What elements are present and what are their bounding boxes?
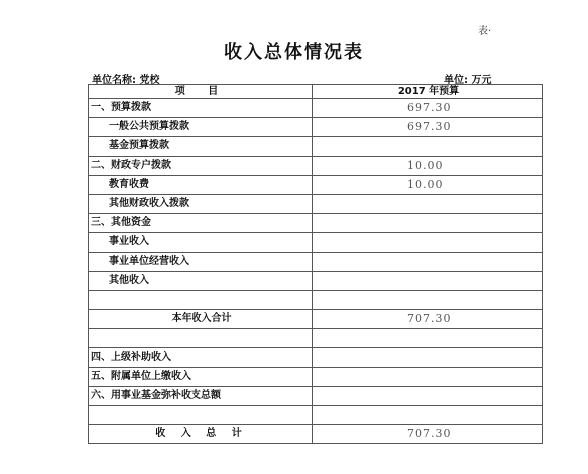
row-label: 其他财政收入拨款	[89, 194, 313, 213]
table-row	[89, 290, 543, 309]
table-row	[89, 329, 543, 348]
table-row	[89, 233, 543, 252]
table-row	[89, 99, 543, 118]
row-label: 一般公共预算拨款	[89, 118, 313, 137]
row-value	[313, 194, 543, 213]
row-label	[89, 329, 313, 348]
row-label: 一、预算拨款	[89, 99, 313, 118]
table-header-row	[89, 85, 543, 99]
row-label: 事业单位经营收入	[89, 252, 313, 271]
table-row	[89, 118, 543, 137]
row-value	[313, 233, 543, 252]
currency-unit-label: 单位: 万元	[444, 75, 492, 86]
page-title: 收入总体情况表	[224, 42, 364, 63]
table-row	[89, 406, 543, 425]
row-label: 其他收入	[89, 271, 313, 290]
row-value	[313, 329, 543, 348]
header-year-budget: 2017 年预算	[313, 85, 543, 99]
row-label: 四、上级补助收入	[89, 348, 313, 367]
table-row	[89, 194, 543, 213]
unit-name-label: 单位名称: 党校	[92, 75, 160, 86]
income-summary-table	[88, 84, 543, 444]
row-value: 707.30	[313, 425, 543, 444]
row-value: 697.30	[313, 99, 543, 118]
row-value	[313, 214, 543, 233]
row-value	[313, 290, 543, 309]
row-label: 三、其他资金	[89, 214, 313, 233]
corner-note: 表·	[478, 26, 492, 37]
row-value	[313, 367, 543, 386]
table-row	[89, 214, 543, 233]
table-row	[89, 271, 543, 290]
table-row	[89, 252, 543, 271]
table-row	[89, 386, 543, 405]
row-label: 六、用事业基金弥补收支总额	[89, 386, 313, 405]
table-row	[89, 348, 543, 367]
row-value: 10.00	[313, 156, 543, 175]
row-value: 697.30	[313, 118, 543, 137]
row-value	[313, 271, 543, 290]
row-value	[313, 252, 543, 271]
row-label: 基金预算拨款	[89, 137, 313, 156]
table-row	[89, 156, 543, 175]
row-label: 收 入 总 计	[89, 425, 313, 444]
row-value	[313, 386, 543, 405]
header-item: 项 目	[89, 85, 313, 99]
table-row	[89, 425, 543, 444]
row-value	[313, 348, 543, 367]
table-row	[89, 137, 543, 156]
row-label	[89, 290, 313, 309]
row-label: 教育收费	[89, 175, 313, 194]
row-label	[89, 406, 313, 425]
row-label: 本年收入合计	[89, 310, 313, 329]
row-label: 二、财政专户拨款	[89, 156, 313, 175]
row-label: 五、附属单位上缴收入	[89, 367, 313, 386]
row-value: 707.30	[313, 310, 543, 329]
row-value: 10.00	[313, 175, 543, 194]
table-row	[89, 367, 543, 386]
table-row	[89, 310, 543, 329]
row-value	[313, 137, 543, 156]
table-row	[89, 175, 543, 194]
row-label: 事业收入	[89, 233, 313, 252]
row-value	[313, 406, 543, 425]
